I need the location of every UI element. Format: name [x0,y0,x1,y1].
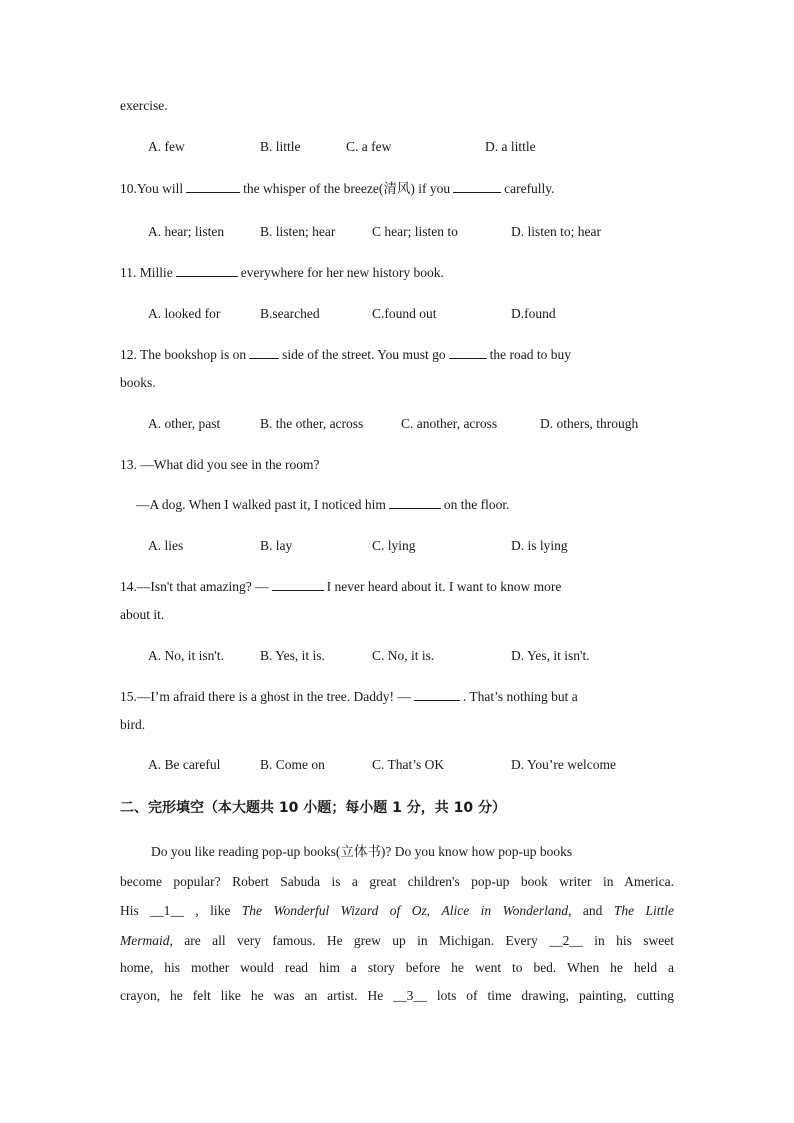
q11-option-b: B.searched [260,306,320,321]
q13-option-b: B. lay [260,538,293,553]
q9-option-b: B. little [260,139,301,154]
q9-options [148,138,536,156]
q12-stem-part1: 12. The bookshop is on [120,347,247,362]
q14-option-a: A. No, it isn't. [148,648,224,663]
q15-option-b: B. Come on [260,757,325,772]
q11-blank [176,264,238,277]
q11-option-d: D.found [511,306,556,321]
passage-line-3 [120,902,674,920]
q12-option-b: B. the other, across [260,416,364,431]
q13-option-d: D. is lying [511,538,568,553]
q14-options [148,647,590,665]
q14-option-d: D. Yes, it isn't. [511,648,590,663]
q12-blank-2 [449,346,487,359]
q13-options [148,537,568,555]
q13-option-c: C. lying [372,538,416,553]
q14-stem-line2: about it. [120,607,165,622]
q9-option-c: C. a few [346,139,392,154]
q12-stem [120,346,571,364]
q15-stem [120,688,578,706]
q15-option-d: D. You’re welcome [511,757,616,772]
q14-stem-part2: I never heard about it. I want to know more [326,579,562,594]
q10-blank-2 [453,180,501,193]
book-title-wizard-of-oz: The Wonderful Wizard of Oz [241,903,427,918]
passage-line-5: home, his mother would read him a story before he went to bed. When he held a [120,960,674,975]
passage-line-6: crayon, he felt like he was an artist. He __3__ lots of time drawing, painting, cutting [120,988,674,1003]
q12-stem-part3: the road to buy [489,347,571,362]
q14-stem-part1: 14.—Isn't that amazing? — [120,579,269,594]
q15-stem-part1: 15.—I’m afraid there is a ghost in the tree. Daddy! — [120,689,411,704]
q14-stem [120,578,561,596]
q9-option-a: A. few [148,139,185,154]
q15-option-c: C. That’s OK [372,757,445,772]
q10-options [148,223,601,241]
q11-options [148,305,556,323]
q11-stem [120,264,444,282]
q11-option-a: A. looked for [148,306,221,321]
q10-option-b: B. listen; hear [260,224,336,239]
q15-blank [414,688,460,701]
q11-option-c: C.found out [372,306,437,321]
q12-option-a: A. other, past [148,416,221,431]
q12-stem-part2: side of the street. You must go [282,347,446,362]
q12-blank-1 [249,346,279,359]
section-heading: 二、完形填空（本大题共 10 小题；每小题 1 分，共 10 分） [120,800,506,816]
q13-option-a: A. lies [148,538,184,553]
q15-options [148,756,616,774]
q15-stem-line2: bird. [120,717,146,732]
q9-tail: exercise. [120,98,168,113]
q12-option-c: C. another, across [401,416,498,431]
passage-line-4 [120,932,674,950]
passage-line-2: become popular? Robert Sabuda is a great children's pop-up book writer in America. [120,874,674,889]
q13-stem: 13. —What did you see in the room? [120,457,320,472]
book-title-little-mermaid-part1: The Little [613,903,674,918]
q10-stem [120,180,555,198]
q12-option-d: D. others, through [540,416,639,431]
q12-stem-line2: books. [120,375,156,390]
q13-response [136,496,509,514]
q10-blank-1 [186,180,240,193]
q10-option-c: C hear; listen to [372,224,458,239]
q10-stem-part1: 10.You will [120,181,184,196]
q10-stem-part2: the whisper of the breeze(清风) if you [243,181,451,196]
passage-line-3-a: His __1__ , like [120,903,242,918]
q13-blank [389,496,441,509]
q14-blank [272,578,324,591]
book-title-alice: Alice in Wonderland [441,903,569,918]
passage-line-4-b: , are all very famous. He grew up in Michigan. Every __2__ in his sweet [169,933,674,948]
passage-line-3-c: , [426,903,442,918]
q11-stem-part1: 11. Millie [120,265,173,280]
q12-options [148,415,638,433]
q13-response-part2: on the floor. [443,497,510,512]
q9-option-d: D. a little [485,139,536,154]
q14-option-b: B. Yes, it is. [260,648,325,663]
q10-stem-part3: carefully. [504,181,555,196]
book-title-little-mermaid-part2: Mermaid [120,933,170,948]
q10-option-a: A. hear; listen [148,224,225,239]
q10-option-d: D. listen to; hear [511,224,601,239]
q15-stem-part2: . That’s nothing but a [462,689,578,704]
q14-option-c: C. No, it is. [372,648,435,663]
passage-line-3-e: , and [568,903,614,918]
q11-stem-part2: everywhere for her new history book. [240,265,444,280]
q13-response-part1: —A dog. When I walked past it, I noticed him [136,497,386,512]
q15-option-a: A. Be careful [148,757,221,772]
passage-line-1: Do you like reading pop-up books(立体书)? Do you know how pop-up books [151,844,573,859]
